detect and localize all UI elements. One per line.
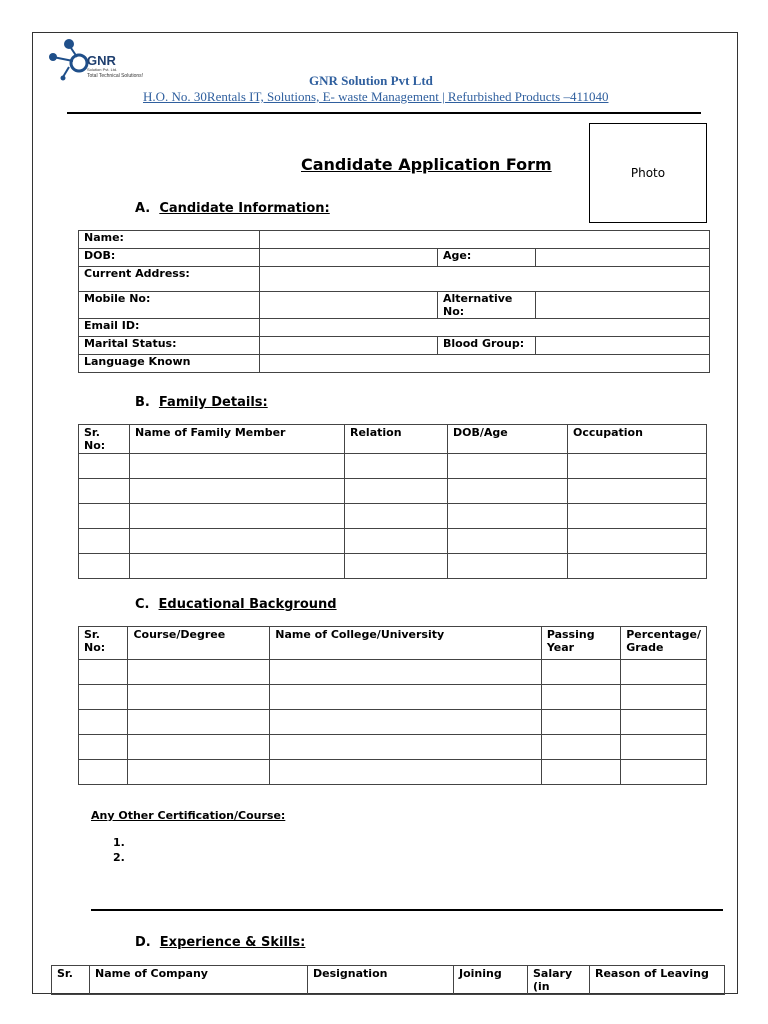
table-row: [79, 355, 710, 373]
family-cell[interactable]: [130, 504, 345, 529]
family-cell[interactable]: [345, 529, 448, 554]
exp-col-salary: Salary (in: [528, 966, 590, 995]
email-label: Email ID:: [79, 319, 260, 337]
edu-cell[interactable]: [270, 710, 542, 735]
candidate-info-table: [78, 230, 710, 373]
family-cell[interactable]: [568, 454, 707, 479]
language-label: Language Known: [79, 355, 260, 373]
exp-col-joining: Joining: [454, 966, 528, 995]
family-cell[interactable]: [130, 454, 345, 479]
section-d-heading: [135, 935, 305, 950]
family-cell[interactable]: [79, 504, 130, 529]
family-cell[interactable]: [568, 504, 707, 529]
section-c-title: Educational Background: [158, 597, 337, 612]
photo-label: Photo: [630, 166, 666, 180]
blood-label: Blood Group:: [438, 337, 536, 355]
section-divider: [91, 909, 723, 911]
edu-cell[interactable]: [621, 685, 707, 710]
edu-cell[interactable]: [79, 760, 128, 785]
family-cell[interactable]: [79, 454, 130, 479]
family-cell[interactable]: [130, 529, 345, 554]
email-input[interactable]: [260, 319, 710, 337]
family-cell[interactable]: [79, 479, 130, 504]
section-b-title: Family Details:: [158, 395, 268, 410]
header-divider: [67, 112, 701, 114]
exp-col-reason: Reason of Leaving: [590, 966, 725, 995]
edu-cell[interactable]: [128, 685, 270, 710]
table-header-row: [79, 425, 707, 454]
logo-small-line: Solution Pvt. Ltd.: [87, 67, 118, 72]
family-cell[interactable]: [568, 554, 707, 579]
photo-box[interactable]: [589, 123, 707, 223]
section-a-letter: A.: [135, 201, 151, 216]
edu-cell[interactable]: [541, 735, 620, 760]
family-cell[interactable]: [448, 479, 568, 504]
edu-cell[interactable]: [621, 660, 707, 685]
section-a-title: Candidate Information:: [159, 201, 330, 216]
family-col-sr: Sr. No:: [79, 425, 130, 454]
logo-tagline: Total Technical Solutions!: [87, 73, 144, 79]
edu-col-sr: Sr. No:: [79, 627, 128, 660]
table-row: [79, 660, 707, 685]
table-row: [79, 337, 710, 355]
family-cell[interactable]: [130, 479, 345, 504]
edu-cell[interactable]: [79, 685, 128, 710]
edu-cell[interactable]: [128, 760, 270, 785]
edu-cell[interactable]: [541, 710, 620, 735]
family-cell[interactable]: [568, 479, 707, 504]
age-input[interactable]: [536, 249, 710, 267]
dob-label: DOB:: [79, 249, 260, 267]
alt-no-label: Alternative No:: [438, 292, 536, 319]
edu-cell[interactable]: [79, 735, 128, 760]
table-row: [79, 710, 707, 735]
family-cell[interactable]: [345, 454, 448, 479]
edu-cell[interactable]: [270, 735, 542, 760]
experience-table: [51, 965, 725, 995]
edu-col-grade: Percentage/ Grade: [621, 627, 707, 660]
alt-no-input[interactable]: [536, 292, 710, 319]
company-name: GNR Solution Pvt Ltd: [309, 73, 433, 88]
edu-cell[interactable]: [541, 660, 620, 685]
family-details-table: [78, 424, 707, 579]
table-row: [79, 554, 707, 579]
certification-item-1[interactable]: 1.: [113, 836, 125, 849]
section-a-heading: [135, 201, 330, 216]
form-title: Candidate Application Form: [301, 155, 552, 174]
table-row: [79, 319, 710, 337]
family-col-relation: Relation: [345, 425, 448, 454]
edu-cell[interactable]: [621, 710, 707, 735]
company-address: H.O. No. 30Rentals IT, Solutions, E- waste Management | Refurbished Products –411040: [143, 89, 609, 104]
table-row: [79, 231, 710, 249]
table-row: [79, 529, 707, 554]
table-row: [79, 249, 710, 267]
logo-brand: GNR: [87, 53, 116, 68]
family-cell[interactable]: [345, 504, 448, 529]
table-row: [79, 292, 710, 319]
language-input[interactable]: [260, 355, 710, 373]
table-row: [79, 760, 707, 785]
table-row: [79, 479, 707, 504]
edu-cell[interactable]: [541, 760, 620, 785]
certification-item-2[interactable]: 2.: [113, 851, 125, 864]
age-label: Age:: [438, 249, 536, 267]
section-d-letter: D.: [135, 935, 151, 950]
family-cell[interactable]: [448, 554, 568, 579]
section-d-title: Experience & Skills:: [159, 935, 306, 950]
table-row: [79, 267, 710, 292]
address-input[interactable]: [260, 267, 710, 292]
mobile-input[interactable]: [260, 292, 438, 319]
edu-col-course: Course/Degree: [128, 627, 270, 660]
edu-cell[interactable]: [128, 660, 270, 685]
company-logo: [47, 37, 167, 87]
table-row: [79, 454, 707, 479]
address-label: Current Address:: [79, 267, 260, 292]
table-header-row: [52, 966, 725, 995]
section-b-letter: B.: [135, 395, 150, 410]
table-row: [79, 735, 707, 760]
edu-cell[interactable]: [128, 735, 270, 760]
mobile-label: Mobile No:: [79, 292, 260, 319]
blood-input[interactable]: [536, 337, 710, 355]
family-cell[interactable]: [79, 529, 130, 554]
edu-cell[interactable]: [541, 685, 620, 710]
edu-col-college: Name of College/University: [270, 627, 542, 660]
table-row: [79, 504, 707, 529]
table-row: [79, 685, 707, 710]
name-label: Name:: [79, 231, 260, 249]
exp-col-designation: Designation: [308, 966, 454, 995]
application-form-page: [32, 32, 738, 994]
family-col-name: Name of Family Member: [130, 425, 345, 454]
family-cell[interactable]: [345, 479, 448, 504]
family-cell[interactable]: [568, 529, 707, 554]
edu-cell[interactable]: [270, 760, 542, 785]
exp-col-sr: Sr.: [52, 966, 90, 995]
edu-cell[interactable]: [79, 660, 128, 685]
edu-col-year: Passing Year: [541, 627, 620, 660]
edu-cell[interactable]: [79, 710, 128, 735]
family-cell[interactable]: [345, 554, 448, 579]
edu-cell[interactable]: [270, 660, 542, 685]
marital-label: Marital Status:: [79, 337, 260, 355]
family-cell[interactable]: [79, 554, 130, 579]
education-table: [78, 626, 707, 785]
section-c-letter: C.: [135, 597, 150, 612]
section-c-heading: [135, 597, 337, 612]
certification-list: [113, 835, 125, 865]
family-col-occupation: Occupation: [568, 425, 707, 454]
edu-cell[interactable]: [621, 735, 707, 760]
marital-input[interactable]: [260, 337, 438, 355]
edu-cell[interactable]: [621, 760, 707, 785]
edu-cell[interactable]: [128, 710, 270, 735]
family-cell[interactable]: [448, 504, 568, 529]
name-input[interactable]: [260, 231, 710, 249]
family-col-dob: DOB/Age: [448, 425, 568, 454]
family-cell[interactable]: [448, 454, 568, 479]
family-cell[interactable]: [130, 554, 345, 579]
table-header-row: [79, 627, 707, 660]
exp-col-company: Name of Company: [90, 966, 308, 995]
edu-cell[interactable]: [270, 685, 542, 710]
dob-input[interactable]: [260, 249, 438, 267]
section-b-heading: [135, 395, 268, 410]
family-cell[interactable]: [448, 529, 568, 554]
certification-label: Any Other Certification/Course:: [91, 809, 286, 822]
